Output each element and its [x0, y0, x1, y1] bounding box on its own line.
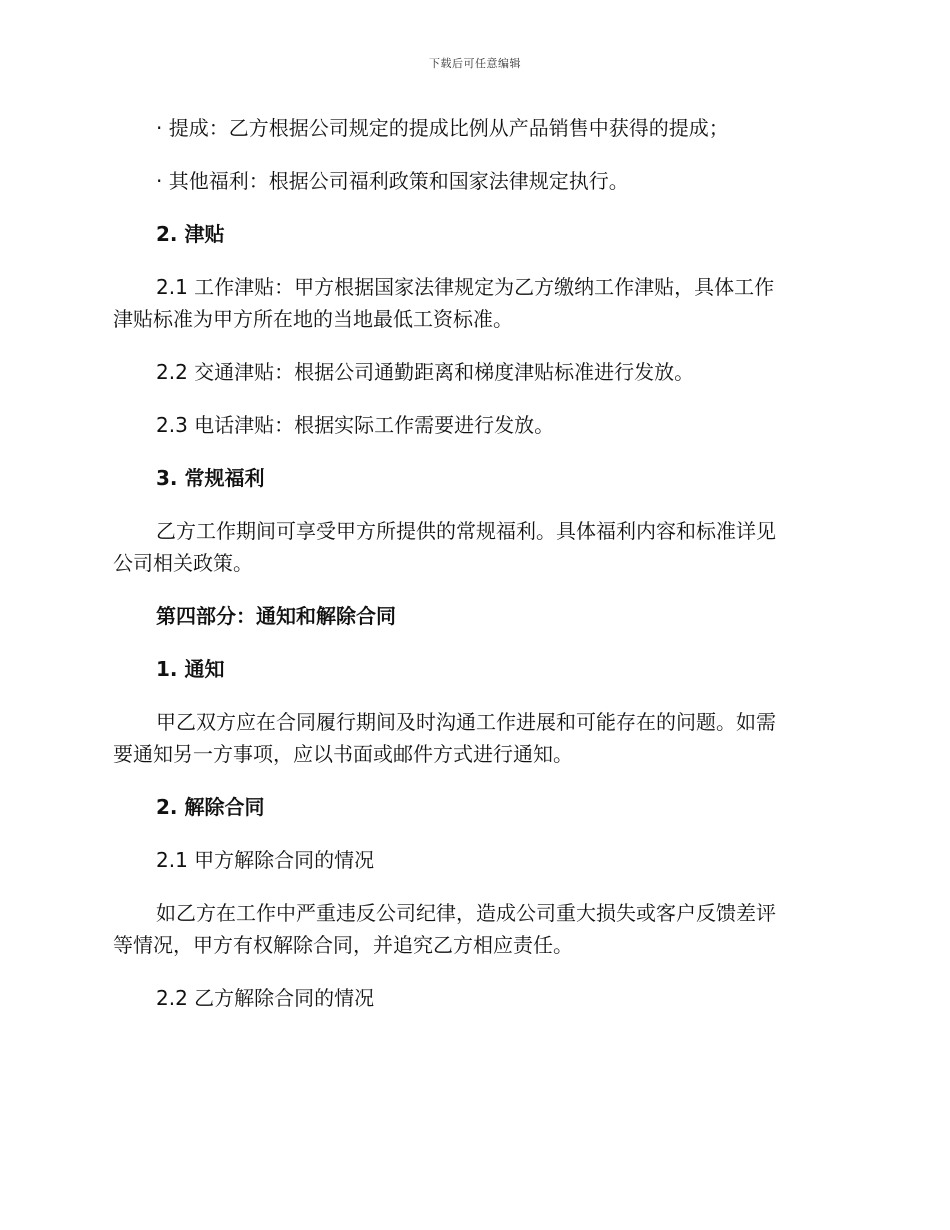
bullet-commission: · 提成：乙方根据公司规定的提成比例从产品销售中获得的提成；	[156, 116, 729, 140]
paragraph-work-allowance-line1: 2.1 工作津贴：甲方根据国家法律规定为乙方缴纳工作津贴，具体工作	[156, 275, 775, 299]
paragraph-transport-allowance: 2.2 交通津贴：根据公司通勤距离和梯度津贴标准进行发放。	[156, 360, 695, 384]
heading-terminate: 2. 解除合同	[156, 795, 265, 819]
subheading-party-b-terminate: 2.2 乙方解除合同的情况	[156, 986, 375, 1010]
heading-regular-welfare: 3. 常规福利	[156, 466, 265, 490]
page-header: 下载后可任意编辑	[429, 57, 521, 70]
paragraph-phone-allowance: 2.3 电话津贴：根据实际工作需要进行发放。	[156, 413, 555, 437]
paragraph-work-allowance-line2: 津贴标准为甲方所在地的当地最低工资标准。	[113, 307, 513, 331]
heading-allowance: 2. 津贴	[156, 222, 225, 246]
paragraph-welfare-line2: 公司相关政策。	[113, 551, 253, 575]
paragraph-party-a-terminate-line2: 等情况，甲方有权解除合同，并追究乙方相应责任。	[113, 933, 573, 957]
document-body	[113, 112, 833, 1014]
heading-notice: 1. 通知	[156, 657, 225, 681]
heading-part-four: 第四部分：通知和解除合同	[156, 604, 396, 628]
paragraph-notice-line2: 要通知另一方事项，应以书面或邮件方式进行通知。	[113, 742, 573, 766]
paragraph-party-a-terminate-line1: 如乙方在工作中严重违反公司纪律，造成公司重大损失或客户反馈差评	[156, 901, 776, 925]
bullet-other-welfare: · 其他福利：根据公司福利政策和国家法律规定执行。	[156, 169, 629, 193]
subheading-party-a-terminate: 2.1 甲方解除合同的情况	[156, 848, 375, 872]
paragraph-welfare-line1: 乙方工作期间可享受甲方所提供的常规福利。具体福利内容和标准详见	[156, 519, 776, 543]
paragraph-notice-line1: 甲乙双方应在合同履行期间及时沟通工作进展和可能存在的问题。如需	[156, 710, 776, 734]
